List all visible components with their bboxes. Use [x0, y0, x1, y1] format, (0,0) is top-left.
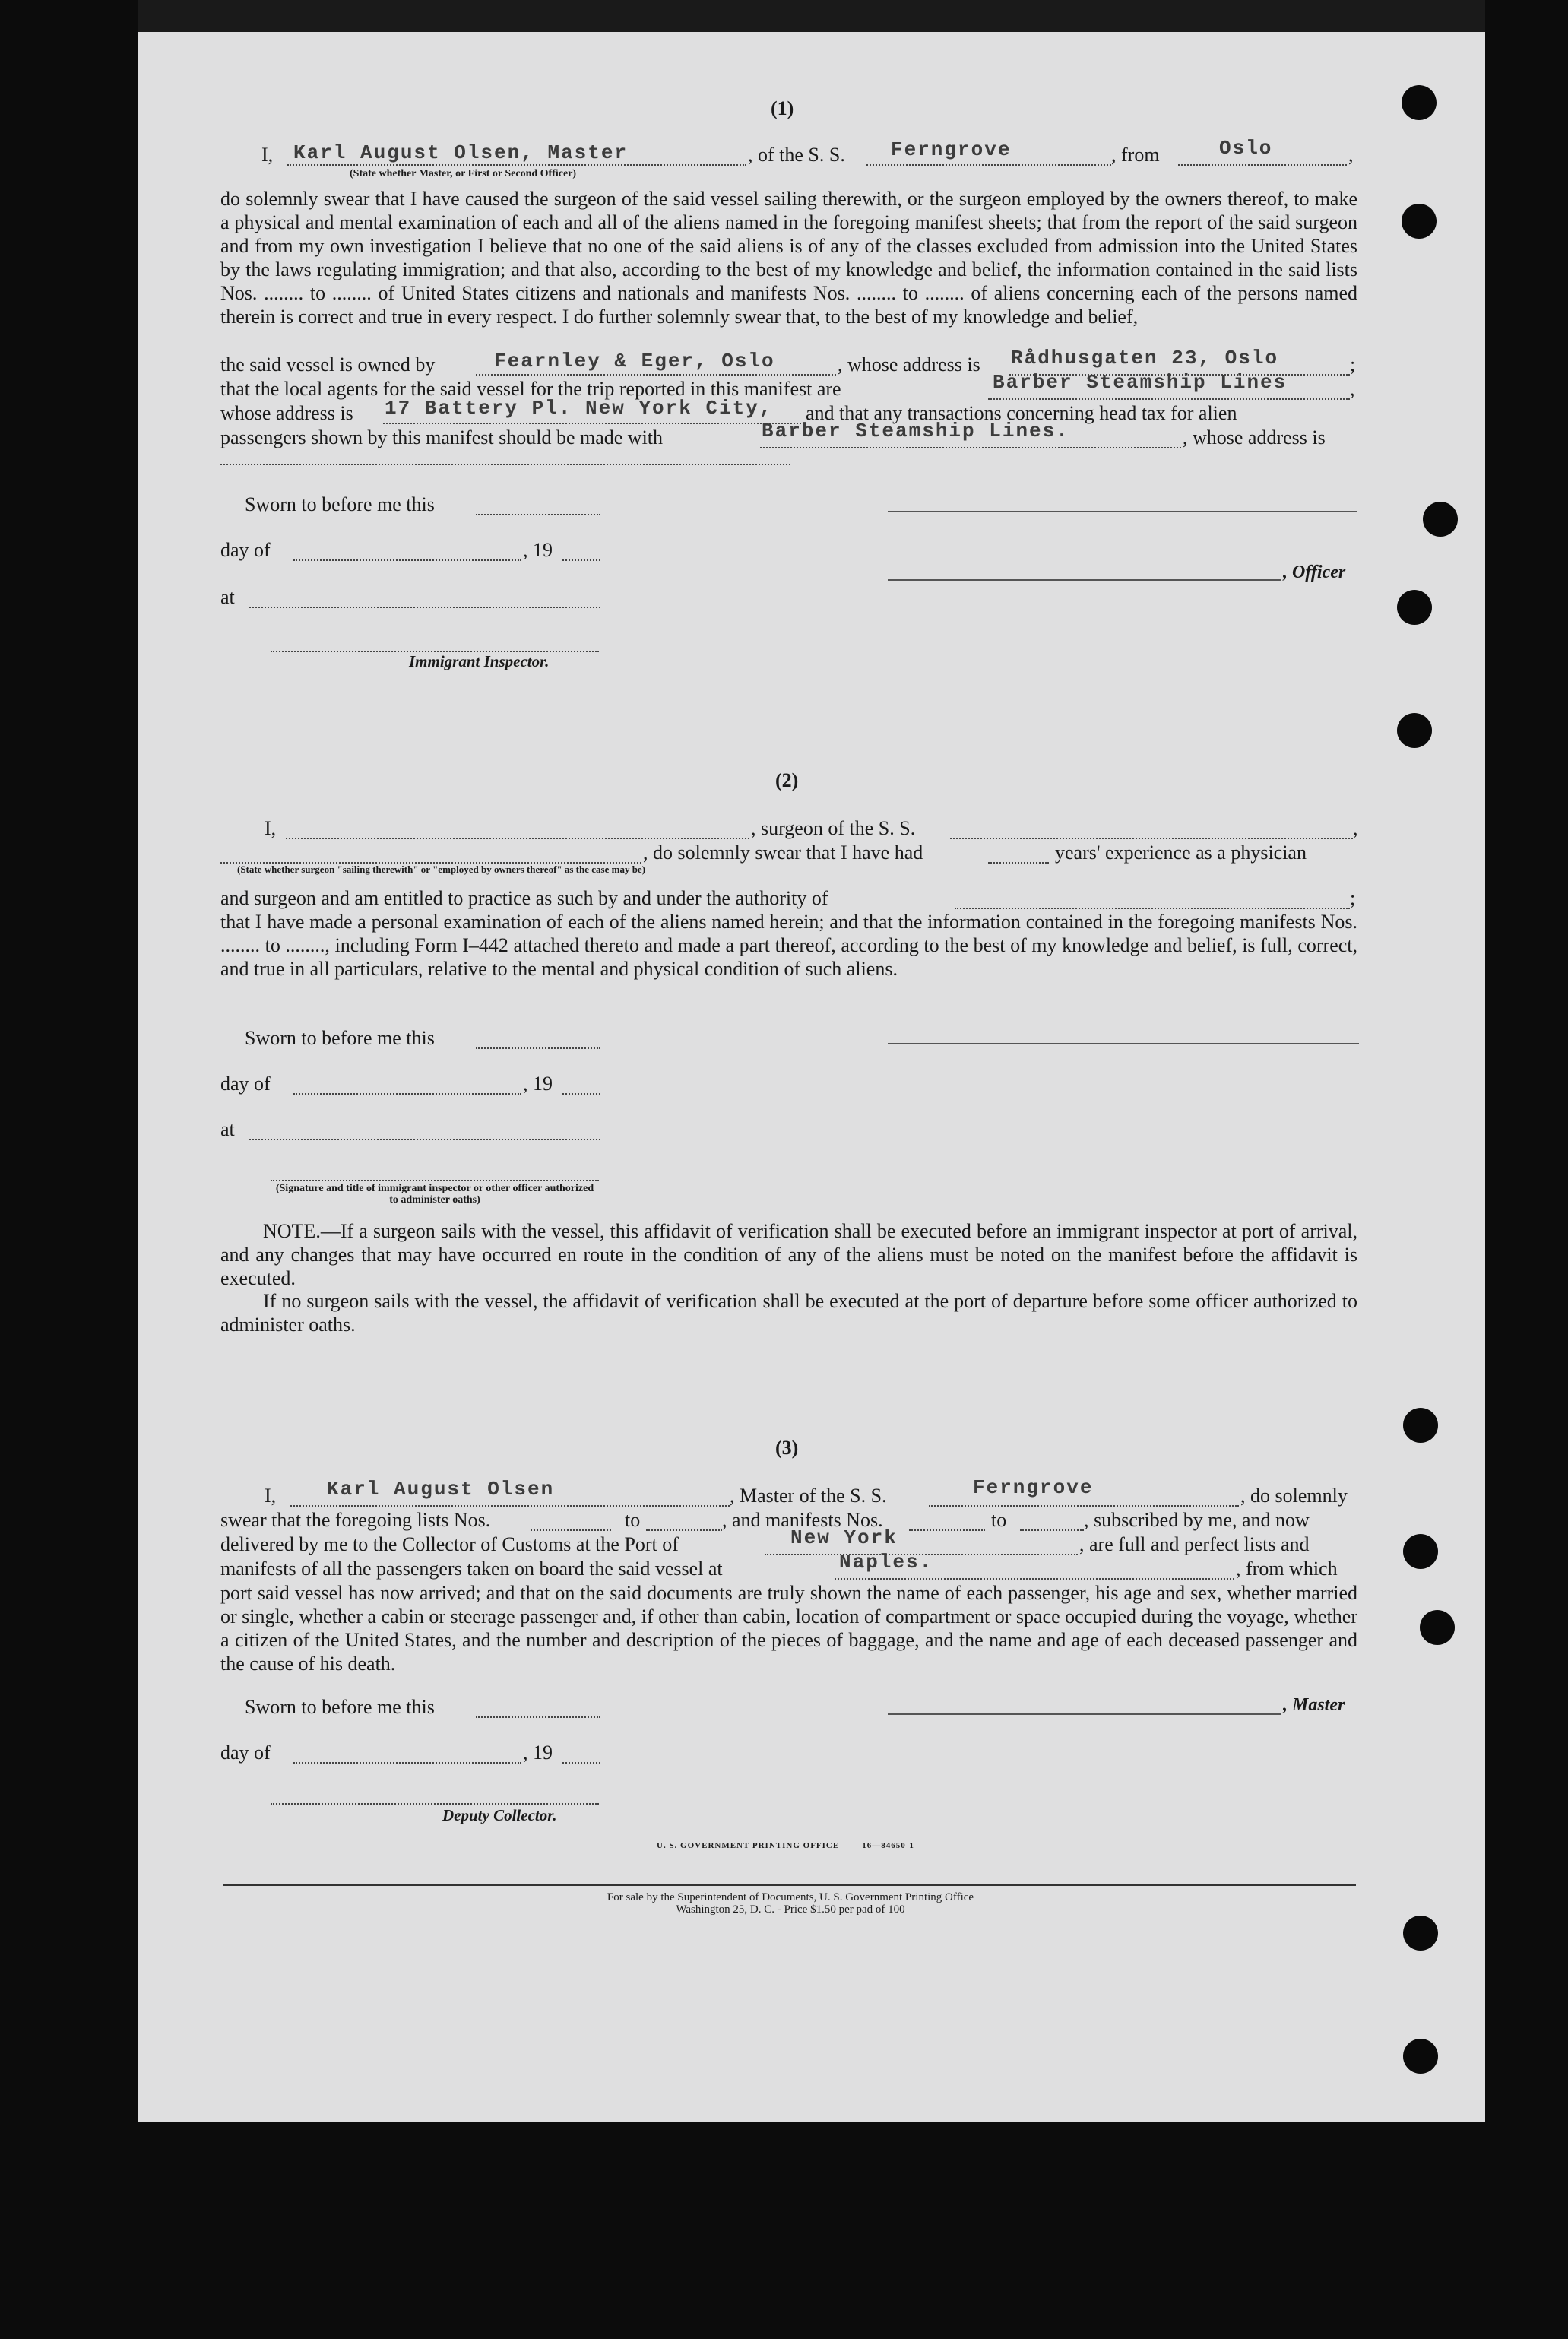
s3-swear-lists-label: swear that the foregoing lists Nos.	[220, 1509, 491, 1531]
s3-manifests-to-line	[1020, 1529, 1084, 1531]
s1-agents-line	[988, 398, 1350, 400]
s1-from-port: Oslo	[1219, 137, 1273, 160]
s1-year-label: , 19	[523, 539, 553, 561]
s1-owned-label: the said vessel is owned by	[220, 353, 436, 376]
s2-years-line	[988, 862, 1049, 864]
s3-manifests-from-line	[909, 1529, 985, 1531]
s2-surgeon-of-label: , surgeon of the S. S.	[751, 817, 916, 839]
s3-origin-line	[835, 1578, 1234, 1580]
s1-inspector-label: Immigrant Inspector.	[409, 652, 550, 670]
section-1-number: (1)	[771, 97, 794, 119]
section-3-number: (3)	[775, 1437, 799, 1459]
s3-subscribed-label: , subscribed by me, and now	[1084, 1509, 1310, 1531]
s2-year-line	[562, 1093, 600, 1095]
footer-sale-line-2: Washington 25, D. C. - Price $1.50 per pad of 100	[676, 1903, 905, 1916]
s3-day-line	[293, 1762, 521, 1764]
s1-state-note: (State whether Master, or First or Second Officer)	[350, 168, 577, 179]
s3-body-text: port said vessel has now arrived; and that on the said documents are truly shown the name of each passenger, his age and sex, whether married or single, whether a cabin or steerage passenger and, if other than cabin, location of compartment or space occupied during the voyage, whether a citizen of the United States, and the number and description of the pieces of baggage, and the name and age of each deceased passenger and the cause of his death.	[220, 1582, 1357, 1675]
s1-agents-address: 17 Battery Pl. New York City,	[385, 397, 773, 420]
s3-to-label: to	[625, 1509, 641, 1531]
s2-sworn-line	[476, 1047, 600, 1049]
s3-i-label: I,	[265, 1485, 277, 1507]
s3-manifests-of-label: manifests of all the passengers taken on board the said vessel at	[220, 1558, 723, 1580]
punch-hole	[1397, 713, 1432, 748]
s1-from-label: , from	[1111, 144, 1160, 166]
s2-at-label: at	[220, 1118, 235, 1140]
s3-lists-to-line	[646, 1529, 722, 1531]
s1-headtax-with: Barber Steamship Lines.	[762, 420, 1069, 442]
s1-officer-line	[888, 579, 1281, 581]
manifest-affidavit-page	[138, 32, 1485, 2122]
punch-hole	[1403, 1408, 1438, 1443]
s1-whose-address-label-3: , whose address is	[1183, 426, 1326, 448]
s3-year-line	[562, 1762, 600, 1764]
semicolon: ;	[1350, 353, 1356, 376]
section-2-number: (2)	[775, 769, 799, 791]
s1-officer-label: , Officer	[1283, 563, 1346, 582]
punch-hole	[1402, 85, 1437, 120]
s3-ship-name: Ferngrove	[973, 1476, 1094, 1499]
s3-sworn-line	[476, 1716, 600, 1718]
s2-authority-label: and surgeon and am entitled to practice as such by and under the authority of	[220, 887, 828, 909]
s2-at-line	[249, 1139, 600, 1140]
footer-rule	[223, 1884, 1356, 1886]
s1-owner-line	[476, 374, 836, 376]
s2-authority-line	[955, 908, 1350, 909]
s2-year-label: , 19	[523, 1073, 553, 1095]
punch-hole	[1403, 2039, 1438, 2074]
s3-master-name: Karl August Olsen	[327, 1478, 555, 1501]
s3-deputy-label: Deputy Collector.	[442, 1806, 557, 1824]
s1-from-line	[1178, 164, 1347, 166]
s1-sworn-line	[476, 514, 600, 515]
punch-hole	[1397, 590, 1432, 625]
s3-from-which-label: , from which	[1236, 1558, 1338, 1580]
s2-sworn-label: Sworn to before me this	[245, 1027, 435, 1049]
s1-year-line	[562, 559, 600, 561]
s2-day-of-label: day of	[220, 1073, 271, 1095]
s2-body-text: that I have made a personal examination of each of the aliens named herein; and that the information contained in the foregoing manifests Nos. ........ to ........, including Form I–442 attached thereto and made a part thereof, according to the best of my knowledge and belief, is full, correct, and true in all particulars, relative to the mental and physical condition of such aliens.	[220, 911, 1357, 980]
s3-master-label: , Master	[1283, 1695, 1345, 1715]
s1-master-line	[287, 164, 746, 166]
s2-day-line	[293, 1093, 521, 1095]
scan-top-edge	[138, 0, 1485, 32]
s3-sworn-label: Sworn to before me this	[245, 1696, 435, 1718]
comma: ,	[1353, 817, 1358, 839]
s1-passengers-label: passengers shown by this manifest should be made with	[220, 426, 664, 448]
s1-at-label: at	[220, 586, 235, 608]
s1-ship-name: Ferngrove	[891, 138, 1012, 161]
s3-full-perfect-label: , are full and perfect lists and	[1079, 1533, 1310, 1555]
s3-deputy-line	[271, 1803, 599, 1805]
s1-signature-line	[888, 511, 1357, 512]
comma: ,	[1348, 144, 1354, 166]
s3-ship-line	[929, 1505, 1239, 1507]
s1-address-continued-line	[220, 464, 790, 465]
s2-years-label: years' experience as a physician	[1055, 841, 1307, 864]
s1-owner: Fearnley & Eger, Oslo	[494, 350, 775, 372]
s3-master-signature-line	[888, 1713, 1281, 1715]
s2-ship-line	[950, 838, 1353, 839]
footer-sale-line-1: For sale by the Superintendent of Documents, U. S. Government Printing Office	[607, 1891, 974, 1903]
s1-day-of-label: day of	[220, 539, 271, 561]
s1-ship-line	[866, 164, 1111, 166]
s3-delivered-label: delivered by me to the Collector of Customs at the Port of	[220, 1533, 679, 1555]
s2-i-label: I,	[265, 817, 277, 839]
s1-at-line	[249, 607, 600, 608]
s1-whose-address-label-2: whose address is	[220, 402, 353, 424]
s3-to-label-2: to	[991, 1509, 1007, 1531]
punch-hole	[1402, 204, 1437, 239]
s1-master-name: Karl August Olsen, Master	[293, 141, 629, 164]
s1-i-label: I,	[261, 144, 274, 166]
s1-agents-label: that the local agents for the said vessel for the trip reported in this manifest are	[220, 378, 841, 400]
comma: ,	[1350, 378, 1355, 400]
s2-signature-note-text: (Signature and title of immigrant inspector or other officer authorized to administer oaths)	[275, 1183, 594, 1206]
punch-hole	[1403, 1916, 1438, 1951]
s2-name-line	[286, 838, 749, 839]
semicolon: ;	[1350, 887, 1356, 909]
s2-state-note: (State whether surgeon "sailing therewith" or "employed by owners thereof" as the case may be)	[237, 864, 646, 875]
s1-sworn-label: Sworn to before me this	[245, 493, 435, 515]
s1-of-ss-label: , of the S. S.	[748, 144, 845, 166]
s3-master-of-label: , Master of the S. S.	[730, 1485, 887, 1507]
s3-origin: Naples.	[839, 1551, 933, 1574]
s1-headtax-label: and that any transactions concerning head tax for alien	[806, 402, 1237, 424]
s1-owner-address: Rådhusgaten 23, Oslo	[1011, 347, 1279, 369]
s2-note-1: NOTE.—If a surgeon sails with the vessel, this affidavit of verification shall be executed before an immigrant inspector at port of arrival, and any changes that may have occurred en route in the condition of any of the aliens must be noted on the manifest before the affidavit is executed.	[220, 1220, 1357, 1289]
s3-year-label: , 19	[523, 1742, 553, 1764]
s1-agents-address-line	[383, 423, 801, 424]
s2-signature-line	[888, 1043, 1359, 1044]
s2-swear-label: , do solemnly swear that I have had	[643, 841, 923, 864]
s2-note-2: If no surgeon sails with the vessel, the affidavit of verification shall be executed at the port of departure before some officer authorized to administer oaths.	[220, 1290, 1357, 1336]
punch-hole	[1403, 1534, 1438, 1569]
s3-master-line	[290, 1505, 730, 1507]
s1-agents: Barber Steamship Lines	[993, 371, 1288, 394]
s1-day-line	[293, 559, 521, 561]
s3-solemnly-label: , do solemnly	[1240, 1485, 1348, 1507]
punch-hole	[1420, 1610, 1455, 1645]
s2-officer-sig-line	[271, 1180, 599, 1181]
s1-headtax-line	[760, 447, 1181, 448]
s3-day-of-label: day of	[220, 1742, 271, 1764]
s3-lists-from-line	[531, 1529, 611, 1531]
s3-and-manifests-label: , and manifests Nos.	[722, 1509, 883, 1531]
s1-body-text: do solemnly swear that I have caused the surgeon of the said vessel sailing therewith, or the surgeon employed by the owners thereof, to make a physical and mental examination of each and all of the aliens named in the foregoing manifest sheets; that from the report of the said surgeon and from my own investigation I believe that no one of the said aliens is of any of the classes excluded from admission into the United States by the laws regulating immigration; and that also, according to the best of my knowledge and belief, the information contained in the said lists Nos. ........ to ........ of United States citizens and nationals and manifests Nos. ........ to ........ of aliens concerning each of the persons named therein is correct and true in every respect. I do further solemnly swear that, to the best of my knowledge and belief,	[220, 188, 1357, 328]
gpo-imprint: U. S. GOVERNMENT PRINTING OFFICE 16—84650-1	[657, 1841, 914, 1850]
s1-whose-address-label: , whose address is	[838, 353, 980, 376]
punch-hole	[1423, 502, 1458, 537]
s3-port: New York	[790, 1526, 898, 1549]
s2-signature-note	[271, 1183, 599, 1206]
